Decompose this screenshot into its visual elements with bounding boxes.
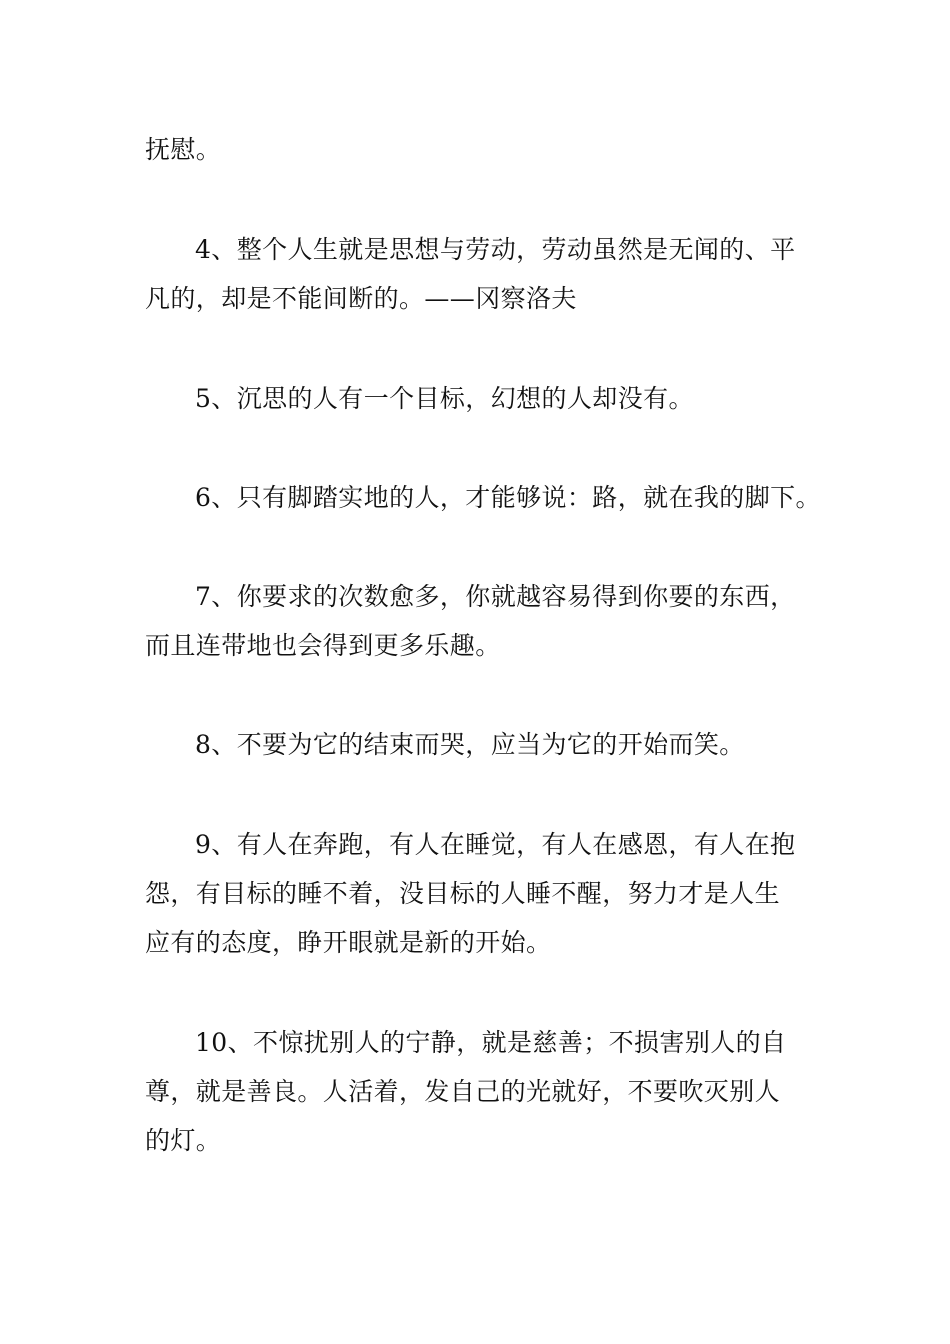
quote-10-line-1: 10、不惊扰别人的宁静，就是慈善；不损害别人的自 — [195, 1028, 787, 1057]
quote-8-line-1: 8、不要为它的结束而哭，应当为它的开始而笑。 — [195, 730, 745, 759]
quote-4-line-2: 凡的，却是不能间断的。——冈察洛夫 — [145, 284, 577, 313]
paragraph-continuation: 抚慰。 — [145, 135, 222, 164]
quote-10-line-2: 尊，就是善良。人活着，发自己的光就好，不要吹灭别人 — [145, 1077, 781, 1106]
quote-9-line-2: 怨，有目标的睡不着，没目标的人睡不醒，努力才是人生 — [145, 879, 781, 908]
quote-9-line-1: 9、有人在奔跑，有人在睡觉，有人在感恩，有人在抱 — [195, 830, 796, 859]
quote-7-line-1: 7、你要求的次数愈多，你就越容易得到你要的东西， — [195, 582, 796, 611]
quote-4-line-1: 4、整个人生就是思想与劳动，劳动虽然是无闻的、平 — [195, 235, 796, 264]
quote-7-line-2: 而且连带地也会得到更多乐趣。 — [145, 631, 501, 660]
quote-10-line-3: 的灯。 — [145, 1126, 222, 1155]
quote-6-line-1: 6、只有脚踏实地的人，才能够说：路，就在我的脚下。 — [195, 483, 821, 512]
quote-9-line-3: 应有的态度，睁开眼就是新的开始。 — [145, 928, 552, 957]
quote-5-line-1: 5、沉思的人有一个目标，幻想的人却没有。 — [195, 384, 694, 413]
